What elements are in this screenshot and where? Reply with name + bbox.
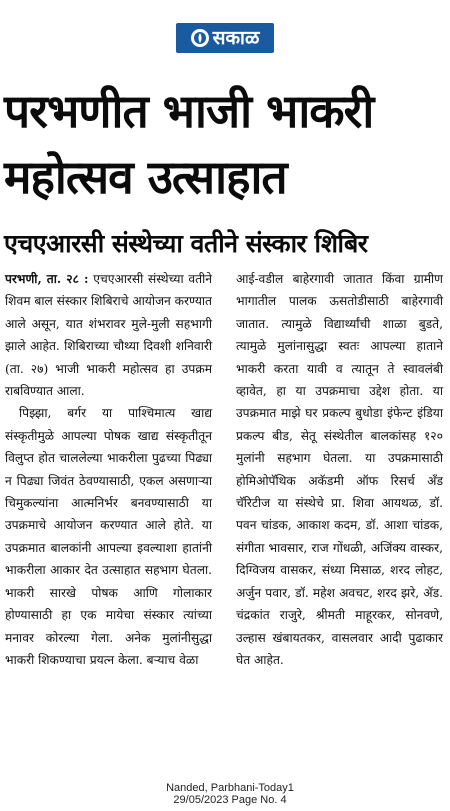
article-paragraph: आई-वडील बाहेरगावी जातात किंवा ग्रामीण भागातील पालक ऊसतोडीसाठी बाहेरगावी जातात. त्यामुळे विद्यार्थ्यांची शाळा बुडते, त्यामुळे मुलांनासुद्धा स्वतः आपल्या हाताने भाकरी करता यावी व त्यातून ते स्वावलंबी व्हावेत, हा या उपक्रमाचा उद्देश होता. या उपक्रमात माझे घर प्रकल्प बुधोडा इंफेन्ट इंडिया प्रकल्प बीड, सेतू संस्थेतील बालकांसह १२० मुलांनी सहभाग घेतला. या उपक्रमासाठी होमिओपॅथिक अकॅडमी ऑफ रिसर्च अँड चॅरिटीज या संस्थेचे प्रा. शिवा आयथळ, डॉ. पवन चांडक, आकाश कदम, डॉ. आशा चांडक, संगीता भावसार, राज गोंधळी, अजिंक्य वास्कर, दिग्विजय वासकर, संध्या मिसाळ, शरद लोहट, अर्जुन पवार, डॉ. महेश अवचट, शरद झरे, ॲड. चंद्रकांत राजुरे, श्रीमती माहूरकर, सोनवणे, उल्हास खंबायतकर, वासलवार आदी पुढाकार घेत आहेत.	[236, 272, 443, 667]
sakal-masthead-logo	[176, 23, 274, 53]
sakal-emblem-icon	[191, 29, 209, 47]
headline-line-1: परभणीत भाजी भाकरी	[4, 84, 374, 138]
date-page-label: 29/05/2023 Page No. 4	[173, 794, 287, 806]
article-paragraph: पिझ्झा, बर्गर या पाश्चिमात्य खाद्य संस्कृतीमुळे आपल्या पोषक खाद्य संस्कृतीतून विलुप्त होत चाललेल्या भाकरीला पुढच्या पिढ्या न पिढ्या जिवंत ठेवण्यासाठी, एकल असणाऱ्या चिमुकल्यांना आत्मनिर्भर बनवण्यासाठी या उपक्रमाचे आयोजन करण्यात आले होते. या उपक्रमात बालकांनी आपल्या इवल्याशा हातांनी भाकरीला आकार देत उत्साहात सहभाग घेतला. भाकरी सारखे पोषक आणि गोलाकार होण्यासाठी हा एक मायेचा संस्कार त्यांच्या मनावर कोरल्या गेला. अनेक मुलांनीसुद्धा भाकरी शिकण्याचा प्रयत्न केला. बऱ्याच वेळा	[5, 406, 212, 667]
page-footer	[150, 782, 310, 806]
edition-label: Nanded, Parbhani-Today1	[166, 782, 294, 794]
article-column-left	[5, 268, 212, 671]
article-column-right	[236, 268, 443, 671]
article-text: एचएआरसी संस्थेच्या वतीने शिवम बाल संस्कार शिबिराचे आयोजन करण्यात आले असून, यात शंभरावर मुले-मुली सहभागी झाले आहेत. शिबिराच्या चौथ्या दिवशी शनिवारी (ता. २७) भाजी भाकरी महोत्सव हा उपक्रम राबविण्यात आला.	[5, 272, 212, 399]
headline	[4, 78, 450, 210]
article-paragraph	[5, 268, 212, 402]
dateline: परभणी, ता. २८ :	[5, 272, 89, 286]
headline-line-2: महोत्सव उत्साहात	[4, 150, 287, 204]
masthead-title: सकाळ	[212, 26, 260, 49]
subheadline: एचएआरसी संस्थेच्या वतीने संस्कार शिबिर	[4, 229, 368, 258]
